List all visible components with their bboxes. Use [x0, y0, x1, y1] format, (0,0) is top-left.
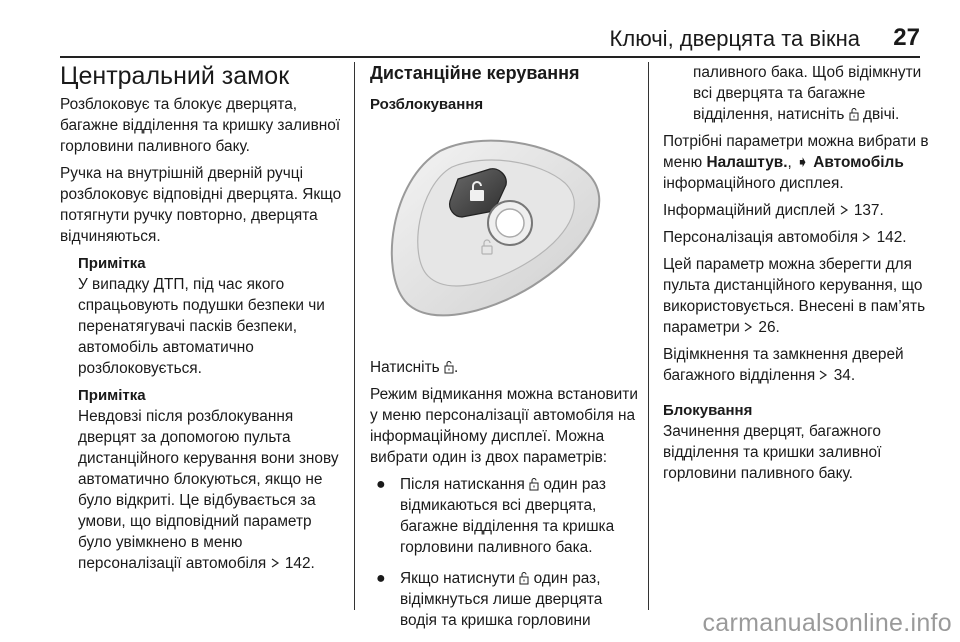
page-reference[interactable]: 142.	[876, 229, 907, 246]
unlock-icon	[529, 477, 539, 491]
inline-text: .	[453, 359, 459, 376]
page-reference[interactable]: 34.	[833, 367, 856, 384]
remote-key-illustration	[370, 131, 632, 336]
menu-path-vehicle: Автомобіль	[813, 154, 904, 171]
inline-text: Потрібні параметри можна вибрати в меню	[663, 133, 929, 171]
note-body: Невдовзі після розблокування дверцят за допомогою пульта дистанційного керування вони знову автоматично блокуються, якщо не було відкриті. Це відбувається за умови, що відповідний параметр було увімкнено в меню персоналізації автомобіля	[78, 408, 339, 572]
list-item-continuation	[663, 62, 933, 125]
list-item	[370, 474, 638, 558]
menu-arrow-icon: ➧	[796, 154, 809, 171]
inline-text: Персоналізація автомобіля	[663, 229, 859, 246]
inline-text: один раз, відімкнуться лише дверцята водія та кришка горловини	[400, 570, 603, 629]
page-reference[interactable]: 26.	[758, 319, 780, 336]
unlock-icon	[849, 107, 859, 121]
paragraph	[663, 254, 933, 338]
column-divider	[648, 62, 649, 610]
subheading: Блокування	[663, 402, 753, 419]
inline-text: ,	[787, 154, 797, 171]
note-text	[78, 406, 345, 574]
inline-text: Інформаційний дисплей	[663, 202, 836, 219]
column-left	[60, 62, 345, 580]
note-text: У випадку ДТП, під час якого спрацьовують подушки безпеки чи перенатягувачі пасків безпеки, автомобіль автоматично розблоковується.	[78, 276, 325, 377]
subheading: Розблокування	[370, 96, 484, 113]
note-block	[60, 253, 345, 574]
paragraph	[663, 344, 933, 386]
inline-text: Відімкнення та замкнення дверей багажного відділення	[663, 346, 904, 384]
paragraph: Розблоковує та блокує дверцята, багажне відділення та кришку заливної горловини паливного баку.	[60, 96, 341, 155]
reference-arrow-icon	[840, 203, 850, 217]
paragraph: Ручка на внутрішній дверній ручці розблоковує відповідні дверцята. Якщо потягнути ручку повторно, дверцята відчиняються.	[60, 165, 342, 245]
inline-text: Натисніть	[370, 359, 440, 376]
reference-arrow-icon	[862, 230, 872, 244]
page-header	[60, 22, 920, 58]
inline-text: Цей параметр можна зберегти для пульта дистанційного керування, що використовується. Внесені в пам’ять параметри	[663, 256, 926, 336]
inline-text: паливного бака. Щоб відімкнути всі дверцята та багажне відділення, натисніть	[693, 64, 922, 123]
unlock-icon	[444, 360, 454, 374]
unlock-icon	[519, 571, 529, 585]
option-list	[370, 474, 638, 631]
reference-arrow-icon	[744, 320, 754, 334]
watermark: carmanualsonline.info	[702, 609, 952, 637]
inline-text: інформаційного дисплея.	[663, 175, 844, 192]
column-middle	[370, 62, 638, 641]
section-heading: Центральний замок	[60, 62, 290, 90]
menu-path-settings: Налаштув.	[706, 154, 788, 171]
note-title: Примітка	[78, 255, 146, 272]
inline-text: один раз відмикаються всі дверцята, багажне відділення та кришка горловини паливного бака.	[400, 476, 615, 556]
paragraph	[663, 227, 933, 248]
paragraph: Зачинення дверцят, багажного відділення та кришки заливної горловини паливного баку.	[663, 423, 882, 482]
note-title: Примітка	[78, 387, 146, 404]
page-title: Ключі, дверцята та вікна	[609, 26, 860, 51]
column-right	[663, 62, 933, 490]
paragraph	[663, 131, 933, 194]
reference-arrow-icon	[271, 556, 281, 570]
paragraph: Режим відмикання можна встановити у меню персоналізації автомобіля на інформаційному дисплеї. Можна вибрати один із двох параметрів:	[370, 386, 638, 466]
paragraph	[663, 200, 933, 221]
section-heading: Дистанційне керування	[370, 63, 580, 83]
inline-text: Після натискання	[400, 476, 525, 493]
page-number: 27	[893, 24, 920, 51]
page-reference[interactable]: 142.	[284, 555, 315, 572]
reference-arrow-icon	[819, 368, 829, 382]
list-item	[370, 568, 638, 631]
paragraph	[370, 357, 638, 378]
page-reference[interactable]: 137.	[853, 202, 884, 219]
bullet-icon: ●	[376, 476, 386, 493]
bullet-icon: ●	[376, 570, 386, 587]
inline-text: Якщо натиснути	[400, 570, 516, 587]
inline-text: двічі.	[863, 106, 900, 123]
column-divider	[354, 62, 355, 610]
